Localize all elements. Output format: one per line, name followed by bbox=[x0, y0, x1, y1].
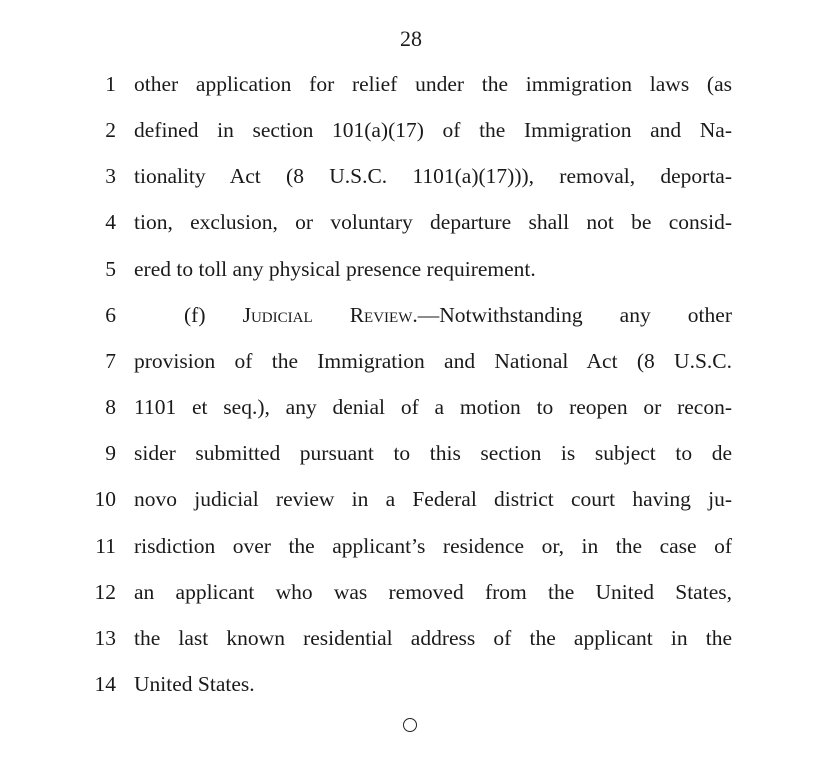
text-line bbox=[0, 531, 822, 561]
text-line bbox=[0, 300, 822, 330]
text-line bbox=[0, 254, 822, 284]
line-text: the last known residential address of the applicant in the bbox=[134, 625, 732, 650]
text-line bbox=[0, 161, 822, 191]
line-number: 2 bbox=[105, 118, 116, 143]
line-number: 3 bbox=[105, 164, 116, 189]
line-number: 10 bbox=[94, 487, 116, 512]
line-text: defined in section 101(a)(17) of the Immigration and Na- bbox=[134, 118, 732, 143]
line-number: 4 bbox=[105, 210, 116, 235]
line-number: 14 bbox=[94, 671, 116, 696]
text-line bbox=[0, 346, 822, 376]
line-number: 1 bbox=[105, 72, 116, 96]
text-line bbox=[0, 577, 822, 607]
line-number: 13 bbox=[94, 625, 116, 650]
line-text bbox=[184, 300, 732, 330]
line-number: 7 bbox=[105, 348, 116, 373]
text-line bbox=[0, 484, 822, 514]
line-text: sider submitted pursuant to this section is subject to de bbox=[134, 441, 732, 466]
text-line bbox=[0, 392, 822, 422]
line-text: United States. bbox=[134, 671, 255, 696]
line-text: provision of the Immigration and National Act (8 U.S.C. bbox=[134, 348, 732, 373]
line-number: 9 bbox=[105, 441, 116, 466]
text-line bbox=[0, 438, 822, 468]
line-number: 11 bbox=[95, 533, 116, 558]
line-text: ered to toll any physical presence requirement. bbox=[134, 256, 536, 281]
page-number: 28 bbox=[400, 26, 422, 51]
subsection-label: (f) bbox=[184, 302, 243, 327]
line-text: 1101 et seq.), any denial of a motion to reopen or recon- bbox=[134, 395, 732, 420]
line-text: an applicant who was removed from the United States, bbox=[134, 579, 732, 604]
subsection-heading: Judicial Review. bbox=[242, 302, 418, 327]
line-number: 12 bbox=[94, 579, 116, 604]
line-text: tionality Act (8 U.S.C. 1101(a)(17))), removal, deporta- bbox=[134, 164, 732, 189]
line-text: novo judicial review in a Federal district court having ju- bbox=[134, 487, 732, 512]
line-number: 5 bbox=[105, 256, 116, 281]
text-line bbox=[0, 669, 822, 699]
text-line bbox=[0, 207, 822, 237]
text-line bbox=[0, 115, 822, 145]
end-of-document-mark bbox=[403, 718, 417, 732]
line-text: risdiction over the applicant’s residence or, in the case of bbox=[134, 533, 732, 558]
line-text: tion, exclusion, or voluntary departure shall not be consid- bbox=[134, 210, 732, 235]
line-text: other application for relief under the immigration laws (as bbox=[134, 72, 732, 96]
text-line bbox=[0, 69, 822, 99]
line-number: 6 bbox=[105, 302, 116, 327]
line-text-body: —Notwithstanding any other bbox=[417, 302, 732, 327]
line-number: 8 bbox=[105, 395, 116, 420]
text-line bbox=[0, 623, 822, 653]
